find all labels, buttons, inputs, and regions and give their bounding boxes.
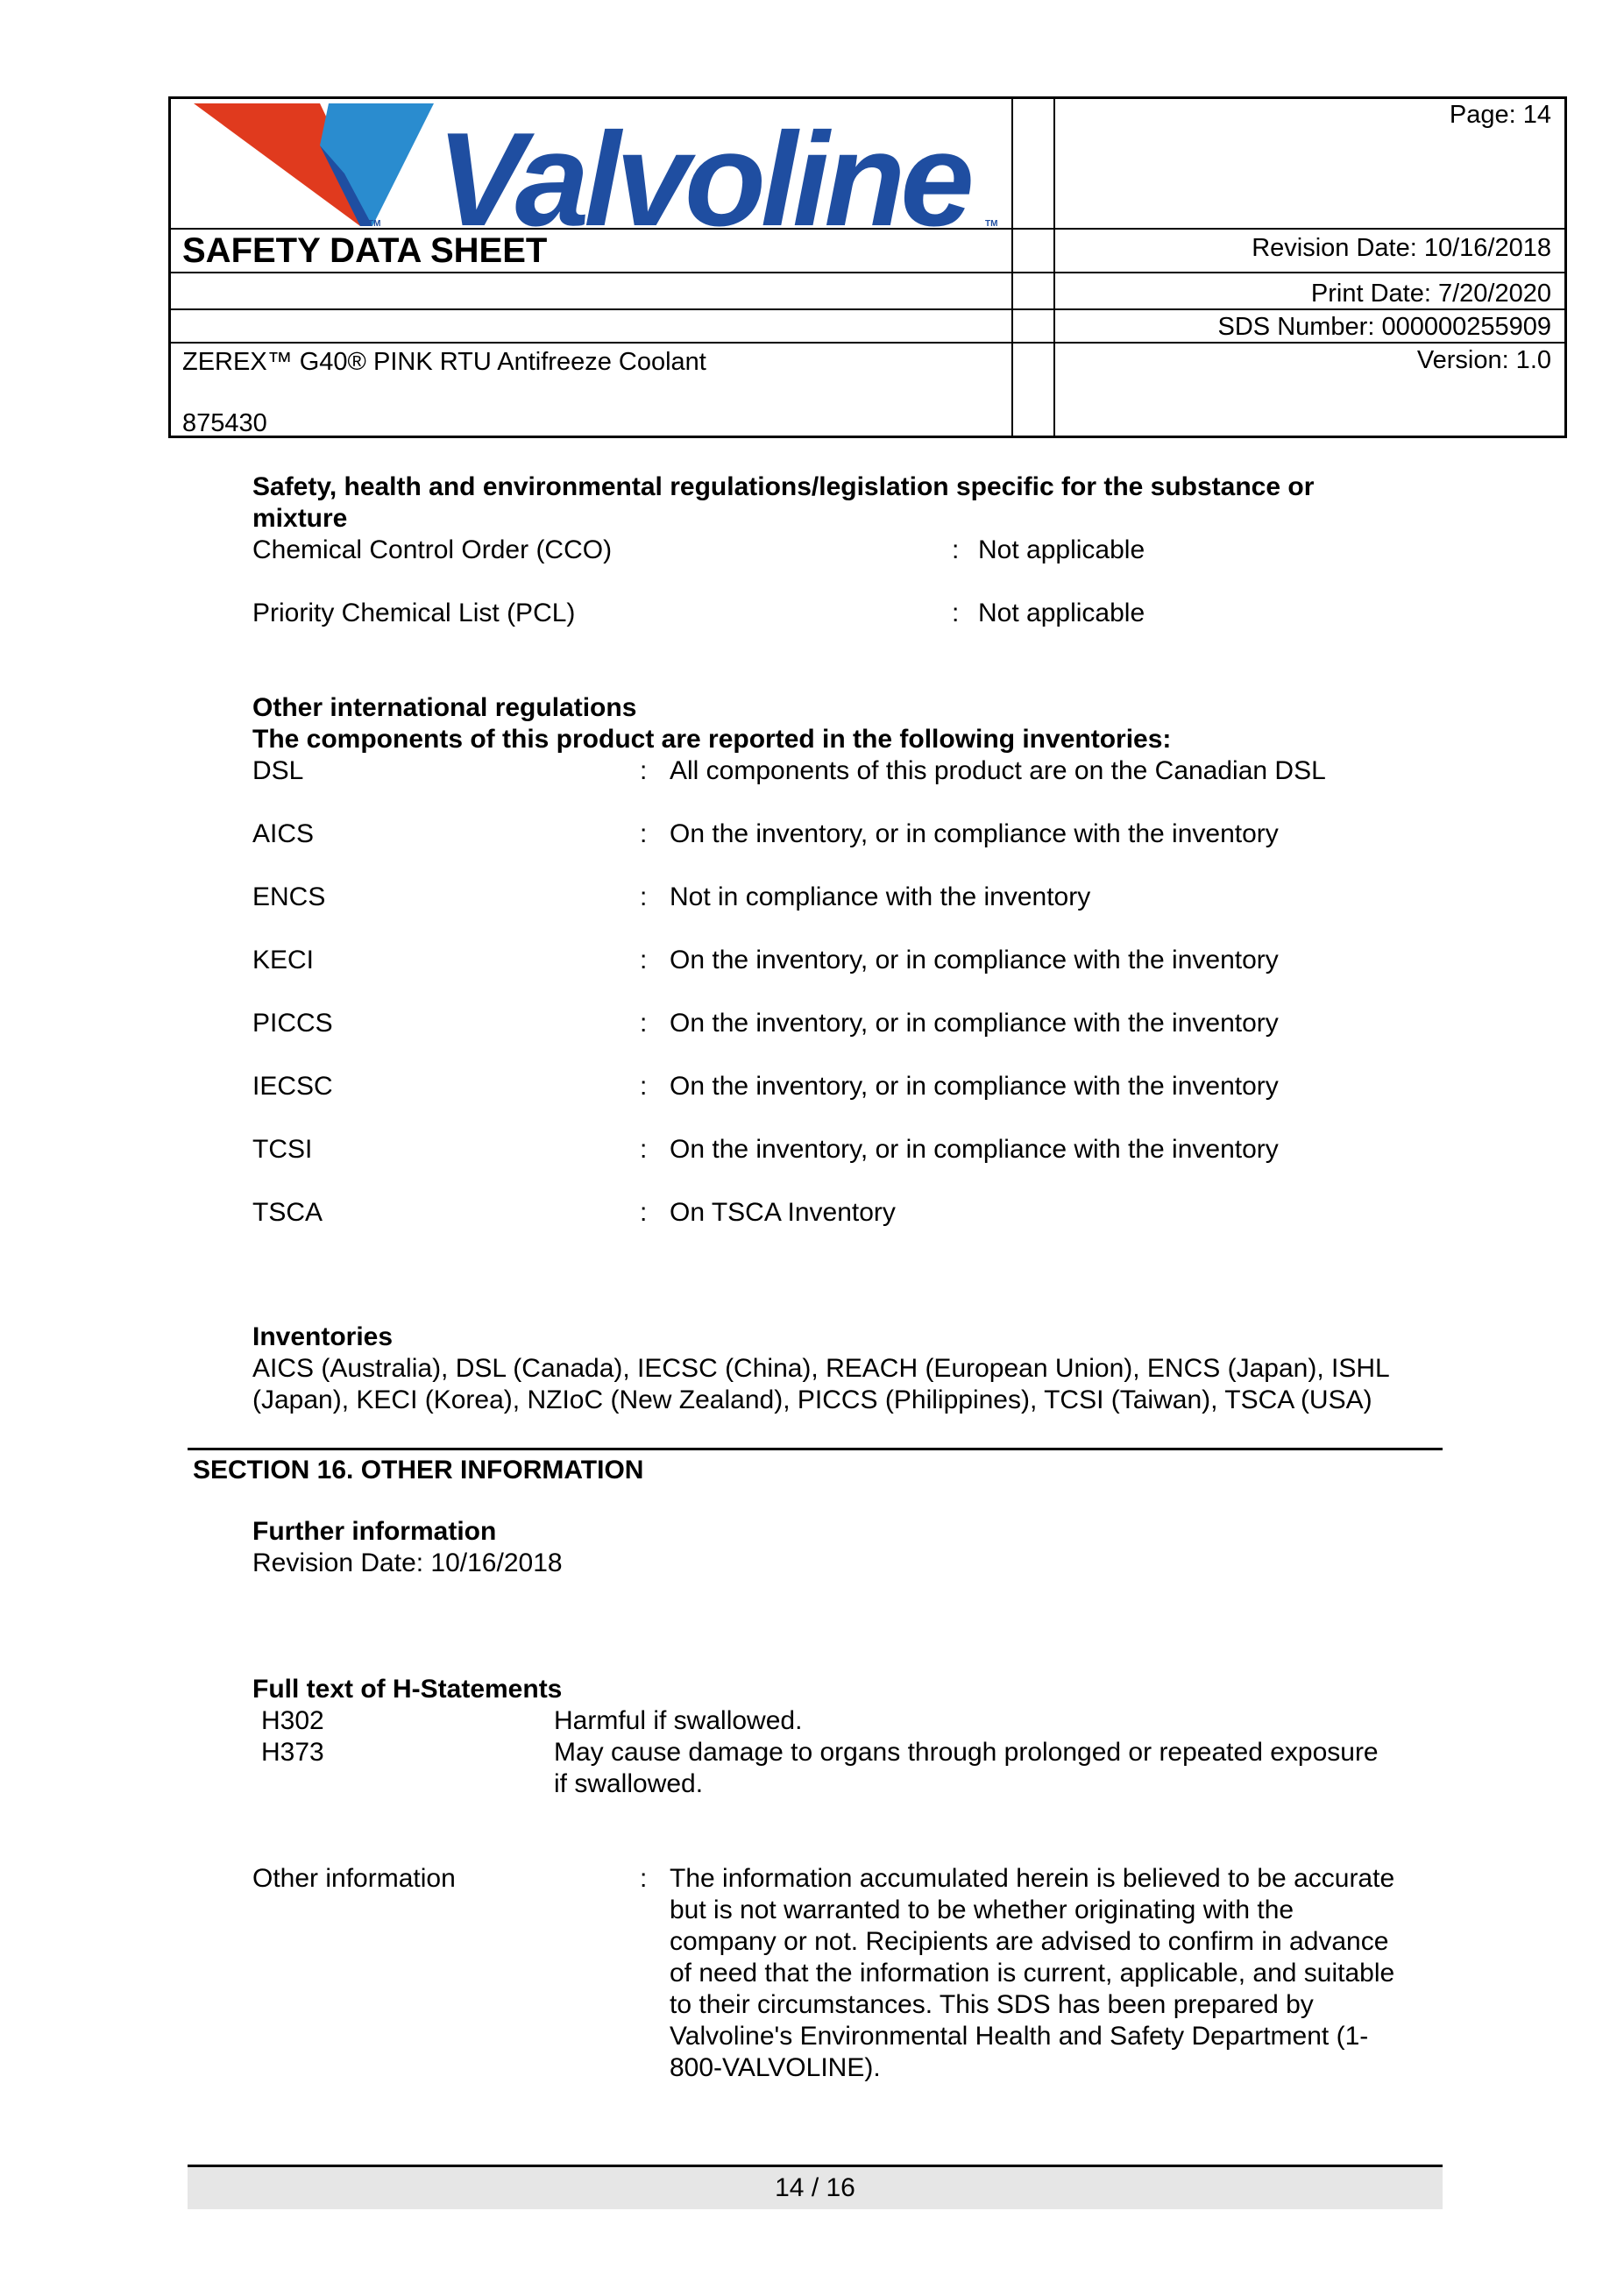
document-title: SAFETY DATA SHEET <box>182 231 548 270</box>
product-code: 875430 <box>182 409 267 437</box>
h-statements-heading: Full text of H-Statements <box>252 1675 563 1704</box>
inventory-sep: : <box>640 1198 648 1227</box>
inventories-text: AICS (Australia), DSL (Canada), IECSC (China), REACH (European Union), ENCS (Japan), ISHL <box>252 1354 1390 1383</box>
header-divider <box>1011 96 1013 438</box>
page-footer <box>188 2165 1443 2209</box>
inventory-value: On the inventory, or in compliance with the inventory <box>670 819 1279 848</box>
h-statement-text: if swallowed. <box>554 1769 704 1798</box>
inventory-label: TSCA <box>252 1198 323 1227</box>
header-rule <box>168 342 1567 344</box>
inventory-label: DSL <box>252 756 304 785</box>
other-info-text: 800-VALVOLINE). <box>670 2053 881 2082</box>
h-statement-code: H302 <box>261 1706 324 1735</box>
regs-label: Priority Chemical List (PCL) <box>252 599 576 627</box>
regs-sep: : <box>952 599 960 627</box>
inventory-value: On the inventory, or in compliance with the inventory <box>670 1009 1279 1038</box>
sds-number: SDS Number: 000000255909 <box>1217 313 1551 341</box>
page-counter: 14 / 16 <box>775 2173 855 2202</box>
inventories-text: (Japan), KECI (Korea), NZIoC (New Zealand), PICCS (Philippines), TCSI (Taiwan), TSCA (USA) <box>252 1385 1372 1414</box>
valvoline-logo-mark <box>188 102 451 229</box>
inventory-label: PICCS <box>252 1009 333 1038</box>
h-statement-code: H373 <box>261 1738 324 1767</box>
product-name: ZEREX™ G40® PINK RTU Antifreeze Coolant <box>182 348 706 376</box>
logo-tm: TM <box>368 219 381 229</box>
other-info-text: The information accumulated herein is believed to be accurate <box>670 1864 1395 1893</box>
intl-subheading: The components of this product are reported in the following inventories: <box>252 725 1172 754</box>
regs-value: Not applicable <box>978 599 1145 627</box>
revision-date: Revision Date: 10/16/2018 <box>1252 234 1551 262</box>
inventory-value: All components of this product are on the Canadian DSL <box>670 756 1326 785</box>
inventory-label: KECI <box>252 946 315 974</box>
further-info-heading: Further information <box>252 1517 497 1546</box>
version: Version: 1.0 <box>1416 346 1551 374</box>
inventory-sep: : <box>640 756 648 785</box>
regs-label: Chemical Control Order (CCO) <box>252 535 613 564</box>
regs-heading-cont: mixture <box>252 504 348 533</box>
inventory-value: On the inventory, or in compliance with the inventory <box>670 946 1279 974</box>
inventory-label: IECSC <box>252 1072 333 1101</box>
inventory-sep: : <box>640 946 648 974</box>
brand-wordmark: Valvoline <box>436 105 969 254</box>
header-rule <box>168 272 1567 273</box>
inventory-sep: : <box>640 1072 648 1101</box>
section-divider <box>188 1448 1443 1450</box>
h-statement-text: Harmful if swallowed. <box>554 1706 803 1735</box>
inventory-value: On TSCA Inventory <box>670 1198 896 1227</box>
section-16-title: SECTION 16. OTHER INFORMATION <box>193 1456 644 1485</box>
further-info-revision: Revision Date: 10/16/2018 <box>252 1548 563 1577</box>
inventory-value: On the inventory, or in compliance with the inventory <box>670 1072 1279 1101</box>
regs-sep: : <box>952 535 960 564</box>
brand-tm: TM <box>985 219 998 229</box>
header-rule <box>168 308 1567 310</box>
inventory-sep: : <box>640 1135 648 1164</box>
other-info-text: of need that the information is current, applicable, and suitable <box>670 1959 1395 1988</box>
other-info-text: to their circumstances. This SDS has been prepared by <box>670 1990 1314 2019</box>
inventory-value: Not in compliance with the inventory <box>670 882 1091 911</box>
other-info-sep: : <box>640 1864 648 1893</box>
page-number: Page: 14 <box>1449 101 1551 129</box>
inventory-sep: : <box>640 1009 648 1038</box>
other-info-text: Valvoline's Environmental Health and Safety Department (1- <box>670 2022 1369 2051</box>
inventory-label: TCSI <box>252 1135 313 1164</box>
other-info-text: but is not warranted to be whether originating with the <box>670 1896 1294 1924</box>
intl-heading: Other international regulations <box>252 693 637 722</box>
inventory-label: AICS <box>252 819 315 848</box>
inventory-value: On the inventory, or in compliance with the inventory <box>670 1135 1279 1164</box>
print-date: Print Date: 7/20/2020 <box>1310 280 1551 308</box>
other-info-text: company or not. Recipients are advised to confirm in advance <box>670 1927 1389 1956</box>
h-statement-text: May cause damage to organs through prolonged or repeated exposure <box>554 1738 1379 1767</box>
inventory-sep: : <box>640 882 648 911</box>
header-divider <box>1053 96 1055 438</box>
other-info-label: Other information <box>252 1864 456 1893</box>
regs-value: Not applicable <box>978 535 1145 564</box>
inventory-label: ENCS <box>252 882 326 911</box>
inventory-sep: : <box>640 819 648 848</box>
inventories-heading: Inventories <box>252 1322 394 1351</box>
regs-heading: Safety, health and environmental regulations/legislation specific for the substance or <box>252 472 1315 501</box>
